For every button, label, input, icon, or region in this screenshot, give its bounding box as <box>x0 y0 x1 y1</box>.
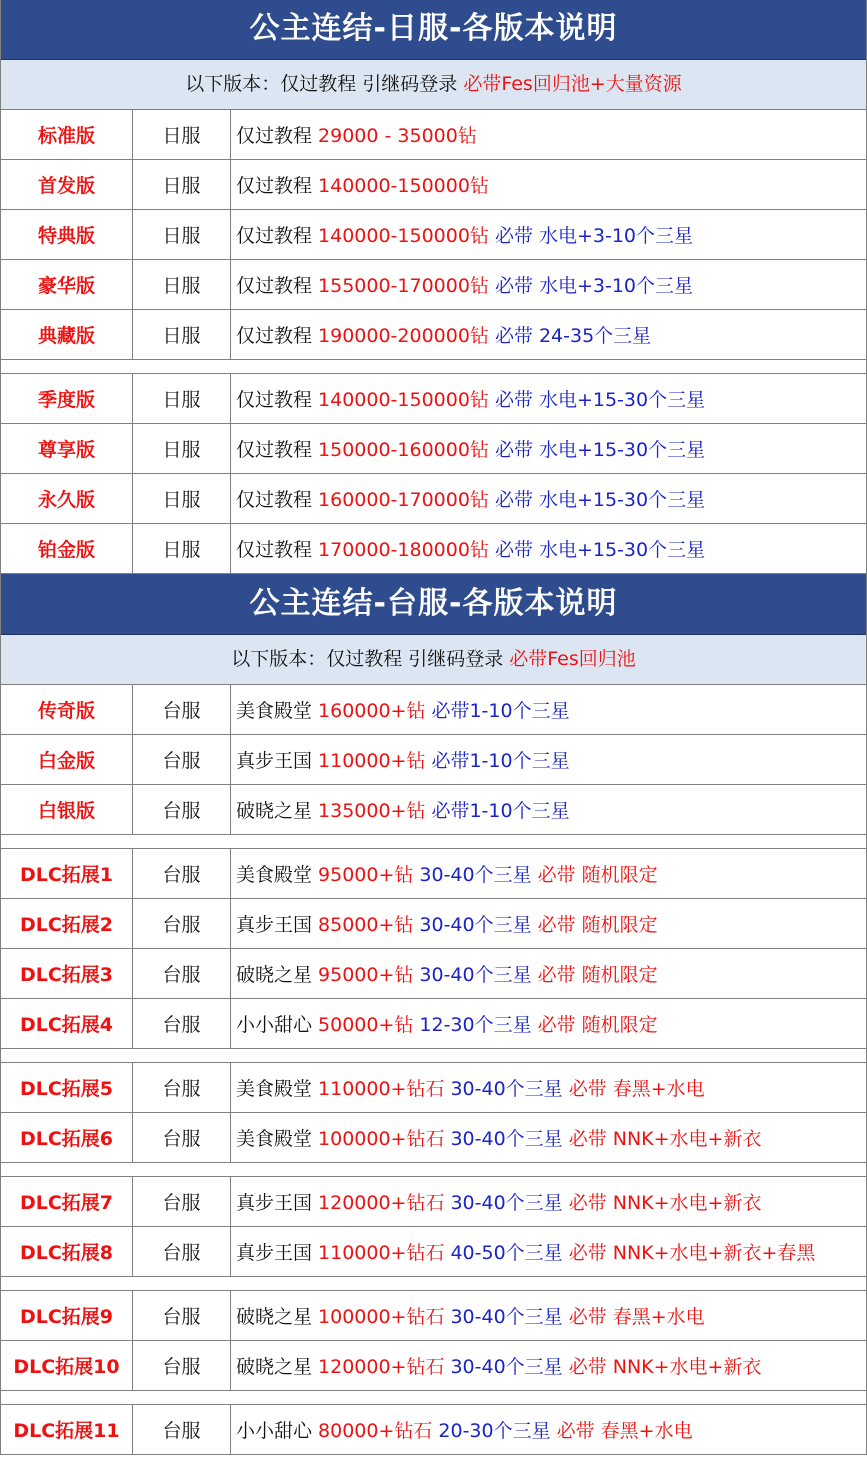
stage-text: 真步王国 <box>236 914 313 936</box>
requirement-text: 30-40个三星 <box>450 1306 563 1328</box>
stage-text: 美食殿堂 <box>236 864 313 886</box>
bonus-text: 必带 随机限定 <box>537 914 658 936</box>
price-text: 110000+钻石 <box>318 1078 445 1100</box>
server-cell: 台服 <box>133 1291 231 1340</box>
edition-name: 豪华版 <box>1 260 133 309</box>
edition-name: 白银版 <box>1 785 133 834</box>
jp-subheader-text: 以下版本：仅过教程 引继码登录 <box>185 73 464 95</box>
price-text: 160000+钻 <box>318 700 426 722</box>
requirement-text: 30-40个三星 <box>419 914 532 936</box>
server-cell: 日服 <box>133 524 231 573</box>
server-cell: 日服 <box>133 260 231 309</box>
stage-text: 仅过教程 <box>236 125 313 147</box>
jp-rows <box>1 110 866 574</box>
description-cell <box>231 685 866 734</box>
bonus-text: 水电+15-30个三星 <box>538 539 706 561</box>
tw-table <box>0 574 867 1455</box>
price-text: 80000+钻石 <box>318 1420 433 1442</box>
description-cell <box>231 524 866 573</box>
bonus-text: 水电+15-30个三星 <box>538 389 706 411</box>
requirement-text: 30-40个三星 <box>450 1192 563 1214</box>
price-text: 100000+钻石 <box>318 1128 445 1150</box>
server-cell: 日服 <box>133 424 231 473</box>
stage-text: 破晓之星 <box>236 1356 313 1378</box>
server-cell: 日服 <box>133 110 231 159</box>
server-cell: 台服 <box>133 685 231 734</box>
tw-subheader <box>1 635 866 685</box>
description-cell <box>231 310 866 359</box>
tw-section-title: 公主连结-台服-各版本说明 <box>1 574 866 635</box>
stage-text: 破晓之星 <box>236 1306 313 1328</box>
edition-name: DLC拓展8 <box>1 1227 133 1276</box>
price-text: 95000+钻 <box>318 864 414 886</box>
stage-text: 仅过教程 <box>236 489 313 511</box>
bonus-text: 必带 NNK+水电+新衣 <box>568 1128 762 1150</box>
edition-name: 标准版 <box>1 110 133 159</box>
table-row <box>1 474 866 524</box>
price-text: 100000+钻石 <box>318 1306 445 1328</box>
bonus-text: 水电+15-30个三星 <box>538 439 706 461</box>
edition-name: 首发版 <box>1 160 133 209</box>
requirement-text: 30-40个三星 <box>419 864 532 886</box>
table-row <box>1 1177 866 1227</box>
edition-name: 白金版 <box>1 735 133 784</box>
requirement-text: 40-50个三星 <box>450 1242 563 1264</box>
bonus-text: 水电+3-10个三星 <box>538 225 693 247</box>
group-spacer <box>1 360 866 374</box>
group-spacer <box>1 1277 866 1291</box>
description-cell <box>231 785 866 834</box>
stage-text: 美食殿堂 <box>236 1128 313 1150</box>
server-cell: 台服 <box>133 735 231 784</box>
description-cell <box>231 374 866 423</box>
edition-name: DLC拓展4 <box>1 999 133 1048</box>
description-cell <box>231 160 866 209</box>
server-cell: 日服 <box>133 474 231 523</box>
edition-name: DLC拓展7 <box>1 1177 133 1226</box>
tw-subheader-highlight: 必带Fes回归池 <box>509 648 636 670</box>
price-text: 140000-150000钻 <box>318 225 489 247</box>
table-row <box>1 374 866 424</box>
description-cell <box>231 260 866 309</box>
price-text: 110000+钻石 <box>318 1242 445 1264</box>
jp-subheader <box>1 60 866 110</box>
table-row <box>1 785 866 835</box>
table-row <box>1 1405 866 1455</box>
description-cell <box>231 849 866 898</box>
group-spacer <box>1 1163 866 1177</box>
edition-name: DLC拓展9 <box>1 1291 133 1340</box>
description-cell <box>231 1405 866 1454</box>
table-row <box>1 210 866 260</box>
bonus-text: 必带 NNK+水电+新衣 <box>568 1356 762 1378</box>
stage-text: 真步王国 <box>236 750 313 772</box>
price-text: 155000-170000钻 <box>318 275 489 297</box>
server-cell: 台服 <box>133 949 231 998</box>
requirement-text: 必带 <box>494 439 533 461</box>
bonus-text: 必带 春黑+水电 <box>568 1078 705 1100</box>
requirement-text: 必带1-10个三星 <box>431 750 570 772</box>
price-text: 85000+钻 <box>318 914 414 936</box>
stage-text: 仅过教程 <box>236 439 313 461</box>
bonus-text: 24-35个三星 <box>538 325 652 347</box>
price-text: 160000-170000钻 <box>318 489 489 511</box>
edition-name: DLC拓展5 <box>1 1063 133 1112</box>
bonus-text: 必带 随机限定 <box>537 964 658 986</box>
requirement-text: 30-40个三星 <box>450 1128 563 1150</box>
table-row <box>1 1291 866 1341</box>
requirement-text: 12-30个三星 <box>419 1014 532 1036</box>
description-cell <box>231 1063 866 1112</box>
server-cell: 台服 <box>133 999 231 1048</box>
stage-text: 仅过教程 <box>236 275 313 297</box>
price-text: 140000-150000钻 <box>318 175 489 197</box>
description-cell <box>231 1113 866 1162</box>
price-text: 120000+钻石 <box>318 1192 445 1214</box>
stage-text: 仅过教程 <box>236 539 313 561</box>
stage-text: 真步王国 <box>236 1192 313 1214</box>
description-cell <box>231 110 866 159</box>
jp-section-title: 公主连结-日服-各版本说明 <box>1 0 866 60</box>
requirement-text: 30-40个三星 <box>450 1356 563 1378</box>
table-row <box>1 849 866 899</box>
server-cell: 台服 <box>133 1113 231 1162</box>
tw-subheader-text: 以下版本：仅过教程 引继码登录 <box>231 648 510 670</box>
requirement-text: 20-30个三星 <box>438 1420 551 1442</box>
bonus-text: 必带 春黑+水电 <box>568 1306 705 1328</box>
edition-name: 特典版 <box>1 210 133 259</box>
table-row <box>1 735 866 785</box>
server-cell: 日服 <box>133 310 231 359</box>
table-row <box>1 1227 866 1277</box>
bonus-text: 水电+3-10个三星 <box>538 275 693 297</box>
server-cell: 台服 <box>133 1227 231 1276</box>
server-cell: 日服 <box>133 210 231 259</box>
stage-text: 仅过教程 <box>236 225 313 247</box>
stage-text: 小小甜心 <box>236 1420 313 1442</box>
price-text: 120000+钻石 <box>318 1356 445 1378</box>
table-row <box>1 949 866 999</box>
edition-name: 传奇版 <box>1 685 133 734</box>
stage-text: 仅过教程 <box>236 325 313 347</box>
server-cell: 台服 <box>133 1063 231 1112</box>
description-cell <box>231 999 866 1048</box>
price-text: 135000+钻 <box>318 800 426 822</box>
bonus-text: 必带 春黑+水电 <box>556 1420 693 1442</box>
stage-text: 美食殿堂 <box>236 1078 313 1100</box>
server-cell: 台服 <box>133 849 231 898</box>
edition-name: 典藏版 <box>1 310 133 359</box>
server-cell: 台服 <box>133 899 231 948</box>
table-row <box>1 524 866 574</box>
table-row <box>1 260 866 310</box>
stage-text: 仅过教程 <box>236 175 313 197</box>
stage-text: 真步王国 <box>236 1242 313 1264</box>
price-text: 150000-160000钻 <box>318 439 489 461</box>
requirement-text: 必带1-10个三星 <box>431 800 570 822</box>
stage-text: 仅过教程 <box>236 389 313 411</box>
table-row <box>1 424 866 474</box>
group-spacer <box>1 1391 866 1405</box>
group-spacer <box>1 1049 866 1063</box>
price-text: 190000-200000钻 <box>318 325 489 347</box>
table-row <box>1 999 866 1049</box>
table-row <box>1 1113 866 1163</box>
requirement-text: 必带 <box>494 275 533 297</box>
edition-name: DLC拓展2 <box>1 899 133 948</box>
table-row <box>1 685 866 735</box>
server-cell: 日服 <box>133 160 231 209</box>
edition-name: DLC拓展1 <box>1 849 133 898</box>
bonus-text: 必带 NNK+水电+新衣+春黑 <box>568 1242 816 1264</box>
server-cell: 台服 <box>133 1405 231 1454</box>
description-cell <box>231 949 866 998</box>
description-cell <box>231 1177 866 1226</box>
requirement-text: 30-40个三星 <box>419 964 532 986</box>
table-row <box>1 1341 866 1391</box>
requirement-text: 必带 <box>494 225 533 247</box>
stage-text: 小小甜心 <box>236 1014 313 1036</box>
server-cell: 台服 <box>133 1177 231 1226</box>
edition-name: 尊享版 <box>1 424 133 473</box>
table-row <box>1 110 866 160</box>
edition-name: 季度版 <box>1 374 133 423</box>
requirement-text: 必带 <box>494 389 533 411</box>
bonus-text: 必带 NNK+水电+新衣 <box>568 1192 762 1214</box>
group-spacer <box>1 835 866 849</box>
edition-name: 铂金版 <box>1 524 133 573</box>
price-text: 29000 - 35000钻 <box>318 125 477 147</box>
edition-name: DLC拓展6 <box>1 1113 133 1162</box>
price-text: 140000-150000钻 <box>318 389 489 411</box>
requirement-text: 必带1-10个三星 <box>431 700 570 722</box>
stage-text: 美食殿堂 <box>236 700 313 722</box>
bonus-text: 必带 随机限定 <box>537 864 658 886</box>
description-cell <box>231 210 866 259</box>
jp-table <box>0 0 867 574</box>
description-cell <box>231 1291 866 1340</box>
table-row <box>1 1063 866 1113</box>
server-cell: 台服 <box>133 785 231 834</box>
description-cell <box>231 474 866 523</box>
description-cell <box>231 899 866 948</box>
description-cell <box>231 424 866 473</box>
description-cell <box>231 735 866 784</box>
requirement-text: 必带 <box>494 539 533 561</box>
server-cell: 台服 <box>133 1341 231 1390</box>
edition-name: DLC拓展11 <box>1 1405 133 1454</box>
table-row <box>1 899 866 949</box>
jp-subheader-highlight: 必带Fes回归池+大量资源 <box>463 73 682 95</box>
description-cell <box>231 1227 866 1276</box>
requirement-text: 30-40个三星 <box>450 1078 563 1100</box>
bonus-text: 水电+15-30个三星 <box>538 489 706 511</box>
stage-text: 破晓之星 <box>236 800 313 822</box>
edition-name: DLC拓展3 <box>1 949 133 998</box>
description-cell <box>231 1341 866 1390</box>
stage-text: 破晓之星 <box>236 964 313 986</box>
requirement-text: 必带 <box>494 489 533 511</box>
bonus-text: 必带 随机限定 <box>537 1014 658 1036</box>
table-row <box>1 310 866 360</box>
price-text: 50000+钻 <box>318 1014 414 1036</box>
price-text: 110000+钻 <box>318 750 426 772</box>
requirement-text: 必带 <box>494 325 533 347</box>
tw-rows <box>1 685 866 1455</box>
edition-name: DLC拓展10 <box>1 1341 133 1390</box>
server-cell: 日服 <box>133 374 231 423</box>
table-row <box>1 160 866 210</box>
price-text: 170000-180000钻 <box>318 539 489 561</box>
price-text: 95000+钻 <box>318 964 414 986</box>
edition-name: 永久版 <box>1 474 133 523</box>
